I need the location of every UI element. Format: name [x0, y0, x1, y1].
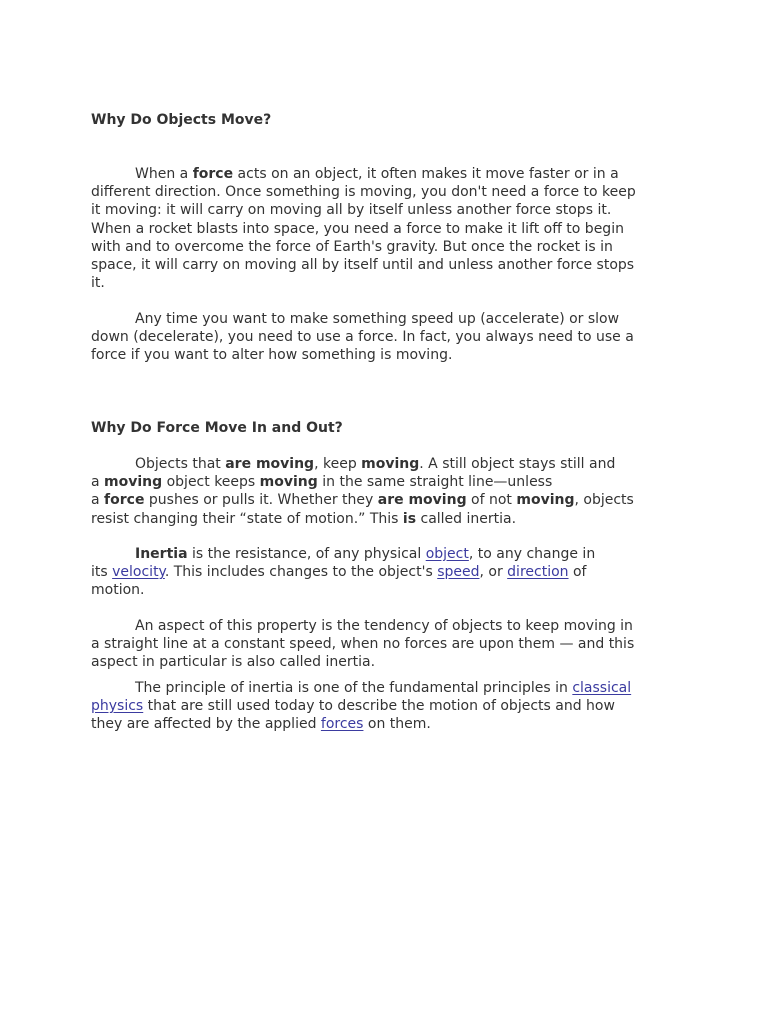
text-line: they are affected by the applied forces on them.: [91, 716, 431, 733]
paragraph-inertia-definition: [91, 545, 681, 600]
text-line: When a rocket blasts into space, you need a force to make it lift off to begin: [91, 220, 624, 237]
paragraph-acceleration: [91, 310, 681, 365]
text-line: a force pushes or pulls it. Whether they are moving of not moving, objects: [91, 492, 634, 509]
text-line: Any time you want to make something speed up (accelerate) or slow: [135, 311, 620, 327]
paragraph-principle-of-inertia: [91, 679, 681, 734]
text-line: An aspect of this property is the tendency of objects to keep moving in: [135, 618, 633, 634]
text-line: Inertia is the resistance, of any physical object, to any change in: [135, 546, 596, 562]
text-line: aspect in particular is also called inertia.: [91, 654, 376, 671]
text-line: a moving object keeps moving in the same straight line—unless: [91, 474, 553, 491]
link-physics[interactable]: physics: [91, 698, 144, 715]
link-forces[interactable]: forces: [320, 716, 364, 733]
text-line: it.: [91, 275, 105, 292]
text-line: with and to overcome the force of Earth's gravity. But once the rocket is in: [91, 238, 613, 255]
link-direction[interactable]: direction: [507, 564, 569, 581]
link-object[interactable]: object: [425, 546, 469, 562]
paragraph-force-motion: [91, 165, 681, 292]
text-line: The principle of inertia is one of the fundamental principles in classical: [135, 680, 632, 696]
heading-why-force-move: Why Do Force Move In and Out?: [91, 420, 343, 436]
text-line: physics that are still used today to describe the motion of objects and how: [91, 698, 615, 715]
text-line: Objects that are moving, keep moving. A still object stays still and: [135, 456, 616, 472]
text-line: motion.: [91, 582, 145, 599]
text-line: a straight line at a constant speed, when no forces are upon them — and this: [91, 636, 635, 653]
text-line: different direction. Once something is moving, you don't need a force to keep: [91, 184, 636, 201]
link-classical[interactable]: classical: [572, 680, 632, 696]
link-velocity[interactable]: velocity: [112, 564, 165, 581]
text-line: space, it will carry on moving all by itself until and unless another force stops: [91, 257, 635, 274]
heading-why-objects-move: Why Do Objects Move?: [91, 112, 272, 128]
text-line: When a force acts on an object, it often makes it move faster or in a: [135, 166, 619, 182]
paragraph-objects-moving: [91, 455, 681, 528]
text-line: down (decelerate), you need to use a force. In fact, you always need to use a: [91, 329, 634, 346]
link-speed[interactable]: speed: [437, 564, 480, 581]
text-line: its velocity. This includes changes to the object's speed, or direction of: [91, 564, 587, 581]
paragraph-inertia-aspect: [91, 617, 681, 672]
text-line: resist changing their “state of motion.” This is called inertia.: [91, 510, 517, 527]
text-line: it moving: it will carry on moving all by itself unless another force stops it.: [91, 202, 612, 219]
text-line: force if you want to alter how something is moving.: [91, 347, 453, 364]
